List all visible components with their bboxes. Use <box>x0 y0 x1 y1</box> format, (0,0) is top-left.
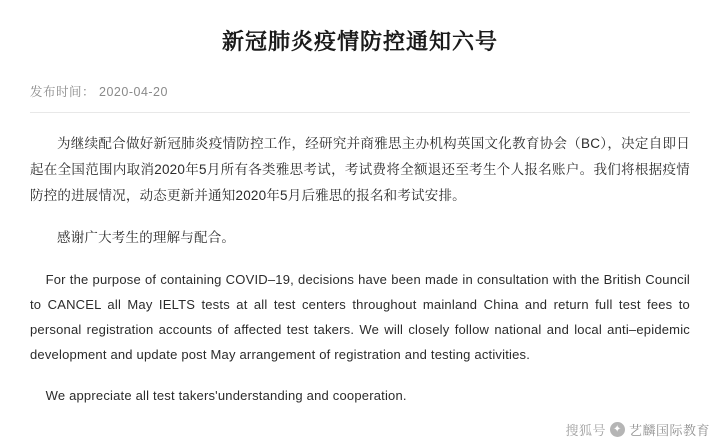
paragraph-en-2: We appreciate all test takers'understanding and cooperation. <box>45 388 407 403</box>
watermark-platform: 搜狐号 <box>565 423 606 438</box>
document-body <box>30 113 690 408</box>
paragraph-cn-2: 感谢广大考生的理解与配合。 <box>57 230 236 245</box>
publish-time-value: 2020-04-20 <box>99 85 168 99</box>
sohu-logo-icon: ✦ <box>610 422 625 437</box>
paragraph-cn-1: 为继续配合做好新冠肺炎疫情防控工作，经研究并商雅思主办机构英国文化教育协会（BC），决定自即日起在全国范围内取消2020年5月所有各类雅思考试，考试费将全额退还至考生个人报名账户。我们将根据疫情防控的进展情况，动态更新并通知2020年5月后雅思的报名和考试安排。 <box>30 136 690 203</box>
publish-meta <box>30 82 690 113</box>
paragraph-en-1: For the purpose of containing COVID–19, decisions have been made in consultation with the British Council to CANCEL all May IELTS tests at all test centers throughout mainland China and return full test fees to personal registration accounts of affected test takers. We will closely follow national and local anti–epidemic development and update post May arrangement of registration and testing activities. <box>30 272 690 362</box>
document-page <box>0 26 720 447</box>
watermark-brand: 艺麟国际教育 <box>628 423 710 438</box>
watermark <box>565 420 710 439</box>
publish-time-label: 发布时间： <box>30 85 96 99</box>
page-title: 新冠肺炎疫情防控通知六号 <box>221 29 498 54</box>
